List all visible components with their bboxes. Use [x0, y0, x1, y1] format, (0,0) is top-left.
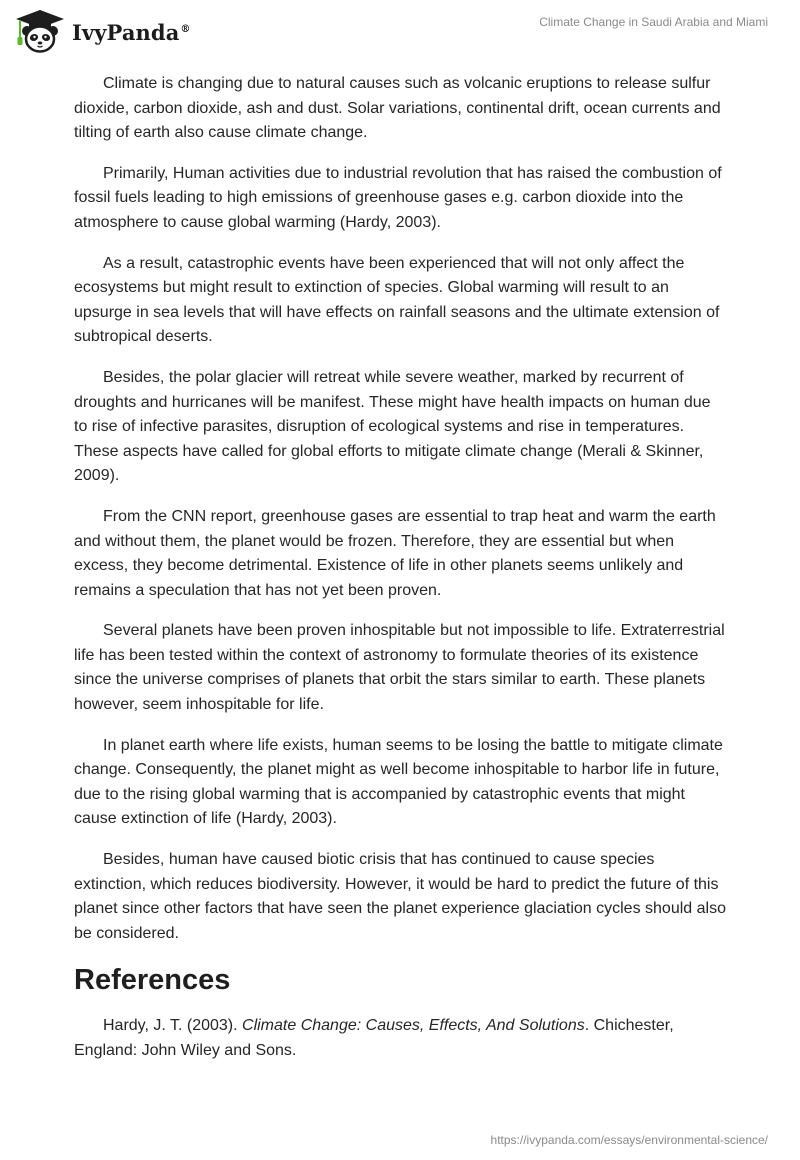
paragraph: Primarily, Human activities due to industrial revolution that has raised the combustion of fossil fuels leading to high emissions of greenhouse gases e.g. carbon dioxide into the atmosphere to cause global warming (Hardy, 2003).: [74, 164, 722, 231]
references-heading: References: [74, 964, 231, 997]
reference-authors: Hardy, J. T. (2003).: [103, 1017, 243, 1035]
panda-graduation-icon: [14, 8, 66, 54]
reference-title: Climate Change: Causes, Effects, And Solutions: [242, 1017, 585, 1035]
paragraph: Climate is changing due to natural causes such as volcanic eruptions to release sulfur dioxide, carbon dioxide, ash and dust. Solar variations, continental drift, ocean currents and tilting of earth also cause climate change.: [74, 75, 721, 142]
page-header: [0, 0, 800, 64]
reference-item: [74, 1014, 728, 1063]
reference-publisher: . Chichester, England: John Wiley and Sons.: [74, 1017, 674, 1059]
ivypanda-logo[interactable]: [14, 8, 191, 54]
paragraph: Besides, human have caused biotic crisis that has continued to cause species extinction, which reduces biodiversity. However, it would be hard to predict the future of this planet since other factors that have seen the planet experience glaciation cycles should also be considered.: [74, 851, 726, 942]
paragraph: In planet earth where life exists, human seems to be losing the battle to mitigate climate change. Consequently, the planet might as well become inhospitable to harbor life in future, due to the rising global warming that is accompanied by catastrophic events that might cause extinction of life (Hardy, 2003).: [74, 736, 723, 828]
document-title: Climate Change in Saudi Arabia and Miami: [539, 15, 768, 29]
footer-url[interactable]: https://ivypanda.com/essays/environmental-science/: [490, 1133, 768, 1147]
paragraph: From the CNN report, greenhouse gases are essential to trap heat and warm the earth and without them, the planet would be frozen. Therefore, they are essential but when excess, they become detrimental. Existence of life in other planets seems unlikely and remains a speculation that has not yet been proven.: [74, 507, 716, 599]
paragraph: Besides, the polar glacier will retreat while severe weather, marked by recurrent of droughts and hurricanes will be manifest. These might have health impacts on human due to rise of infective parasites, disruption of ecological systems and rise in temperatures. These aspects have called for global efforts to mitigate climate change (Merali & Skinner, 2009).: [74, 368, 711, 485]
paragraph: As a result, catastrophic events have been experienced that will not only affect the ecosystems but might result to extinction of species. Global warming will result to an upsurge in sea levels that will have effects on rainfall seasons and the ultimate extension of subtropical deserts.: [74, 254, 720, 346]
essay-content: [74, 72, 728, 1080]
paragraph: Several planets have been proven inhospitable but not impossible to life. Extraterrestrial life has been tested within the context of astronomy to formulate theories of its existence since the universe comprises of planets that orbit the stars similar to earth. These planets however, seem inhospitable for life.: [74, 622, 725, 714]
brand-name: IvyPanda®: [72, 19, 191, 45]
